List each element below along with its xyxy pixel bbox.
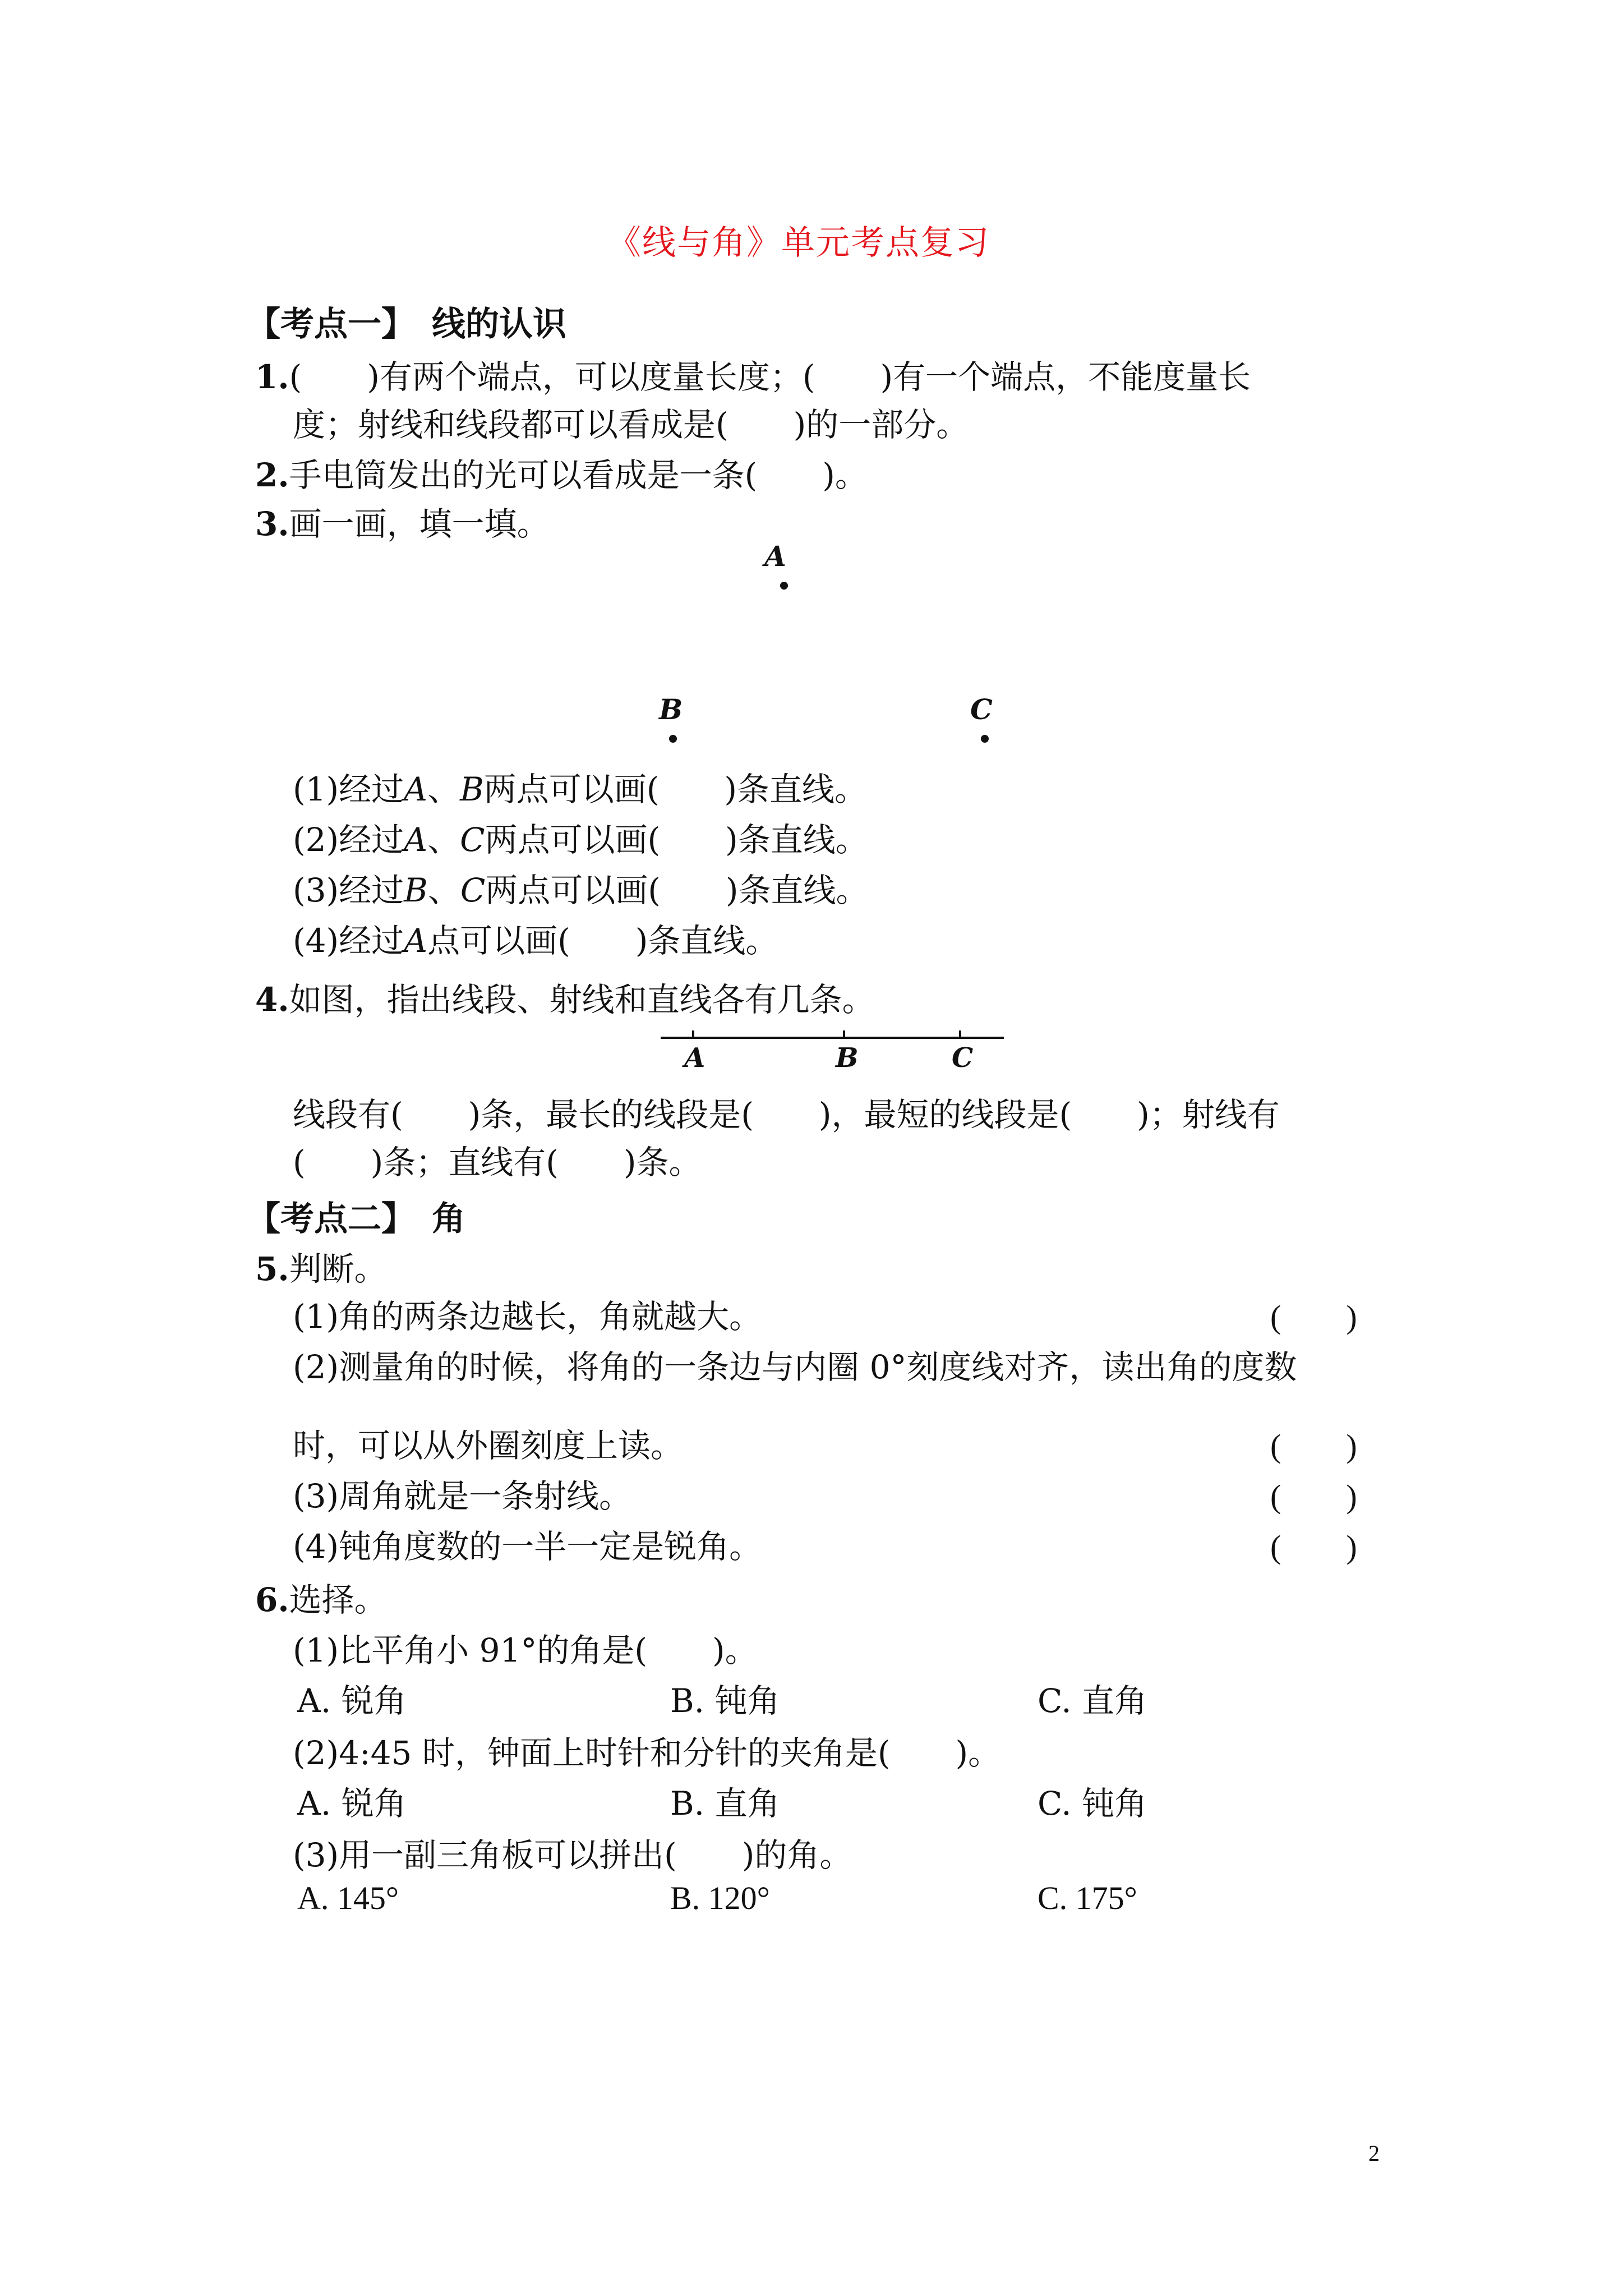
question-1-line-2: 度；射线和线段都可以看成是( )的一部分。 <box>293 406 969 444</box>
question-6-sub-3: (3)用一副三角板可以拼出( )的角。 <box>293 1836 852 1874</box>
point-ref: A <box>404 770 428 808</box>
answer-paren: ( ) <box>1270 1529 1357 1565</box>
item-prefix: (2)经过 <box>293 821 404 859</box>
point-a-label: A <box>764 540 786 573</box>
answer-paren: ( ) <box>1270 1428 1357 1464</box>
question-3-number: 3. <box>255 505 289 543</box>
item-suffix: 点可以画( )条直线。 <box>427 922 778 960</box>
point-ref: A <box>404 821 428 859</box>
section-1-bracket: 【考点一】 <box>247 305 415 344</box>
question-4-text: 如图，指出线段、射线和直线各有几条。 <box>289 981 875 1019</box>
point-ref: B <box>404 871 428 909</box>
question-1-text-1: ( )有两个端点，可以度量长度；( )有一个端点，不能度量长 <box>289 358 1251 396</box>
question-6-sub-2: (2)4:45 时，钟面上时针和分针的夹角是( )。 <box>293 1734 1001 1772</box>
line-label-a: A <box>684 1042 706 1074</box>
separator: 、 <box>427 770 460 808</box>
question-3 <box>255 498 550 545</box>
item-suffix: 两点可以画( )条直线。 <box>485 871 869 909</box>
option-a: A. 锐角 <box>297 1682 407 1720</box>
question-1-line-1 <box>255 351 1251 398</box>
section-1-name: 线的认识 <box>432 305 566 344</box>
point-ref: C <box>460 871 486 909</box>
page-title: 《线与角》单元考点复习 <box>607 223 990 263</box>
option-b: B. 钝角 <box>670 1682 780 1720</box>
question-3-item-2 <box>293 813 868 861</box>
option-c: C. 直角 <box>1038 1682 1147 1720</box>
question-3-item-4 <box>293 914 778 961</box>
question-4-line-2: ( )条；直线有( )条。 <box>293 1143 702 1181</box>
section-2-bracket: 【考点二】 <box>247 1199 415 1239</box>
point-b-dot <box>669 735 677 743</box>
question-5-number: 5. <box>255 1250 289 1288</box>
separator: 、 <box>427 821 460 859</box>
page-number: 2 <box>1368 2141 1380 2166</box>
question-2-number: 2. <box>255 456 289 494</box>
question-3-item-1 <box>293 763 867 810</box>
item-suffix: 两点可以画( )条直线。 <box>483 770 867 808</box>
question-4-line-1: 线段有( )条，最长的线段是( )，最短的线段是( )；射线有 <box>293 1096 1280 1134</box>
line-label-b: B <box>836 1042 859 1074</box>
question-6-sub-1: (1)比平角小 91°的角是( )。 <box>293 1631 758 1669</box>
question-6-text: 选择。 <box>289 1581 387 1619</box>
separator: 、 <box>427 871 460 909</box>
question-2-text: 手电筒发出的光可以看成是一条( )。 <box>289 456 868 494</box>
question-5-item-2a: (2)测量角的时候，将角的一条边与内圈 0°刻度线对齐，读出角的度数 <box>293 1348 1297 1386</box>
line-label-c: C <box>952 1042 974 1074</box>
option-a: A. 145° <box>297 1880 399 1916</box>
section-2-name: 角 <box>432 1199 465 1239</box>
question-1-number: 1. <box>255 358 289 396</box>
point-ref: B <box>460 770 484 808</box>
point-b-label: B <box>659 693 683 726</box>
question-6 <box>255 1573 387 1621</box>
option-b: B. 直角 <box>670 1784 780 1823</box>
option-c: C. 175° <box>1038 1880 1137 1916</box>
question-5-item-3: (3)周角就是一条射线。 <box>293 1477 632 1515</box>
question-5-item-1: (1)角的两条边越长，角就越大。 <box>293 1297 762 1336</box>
item-prefix: (3)经过 <box>293 871 404 909</box>
item-prefix: (4)经过 <box>293 922 404 960</box>
question-5-item-4: (4)钝角度数的一半一定是锐角。 <box>293 1527 762 1566</box>
option-c: C. 钝角 <box>1038 1784 1147 1823</box>
question-5-item-2b: 时，可以从外圈刻度上读。 <box>293 1427 684 1465</box>
answer-paren: ( ) <box>1270 1478 1357 1515</box>
point-a-dot <box>780 582 788 590</box>
question-5 <box>255 1243 387 1290</box>
question-2 <box>255 449 868 496</box>
option-b: B. 120° <box>670 1880 770 1916</box>
question-4-number: 4. <box>255 981 289 1019</box>
question-5-text: 判断。 <box>289 1250 387 1288</box>
item-prefix: (1)经过 <box>293 770 404 808</box>
question-6-number: 6. <box>255 1581 289 1619</box>
point-c-label: C <box>970 693 993 726</box>
option-a: A. 锐角 <box>297 1784 407 1823</box>
answer-paren: ( ) <box>1270 1299 1357 1335</box>
point-ref: A <box>404 922 428 960</box>
question-4 <box>255 973 875 1020</box>
section-2-header <box>247 1192 465 1240</box>
question-3-text: 画一画，填一填。 <box>289 505 550 543</box>
point-ref: C <box>460 821 485 859</box>
point-c-dot <box>981 735 989 743</box>
question-3-item-3 <box>293 864 868 911</box>
section-1-header <box>247 297 566 346</box>
item-suffix: 两点可以画( )条直线。 <box>485 821 868 859</box>
